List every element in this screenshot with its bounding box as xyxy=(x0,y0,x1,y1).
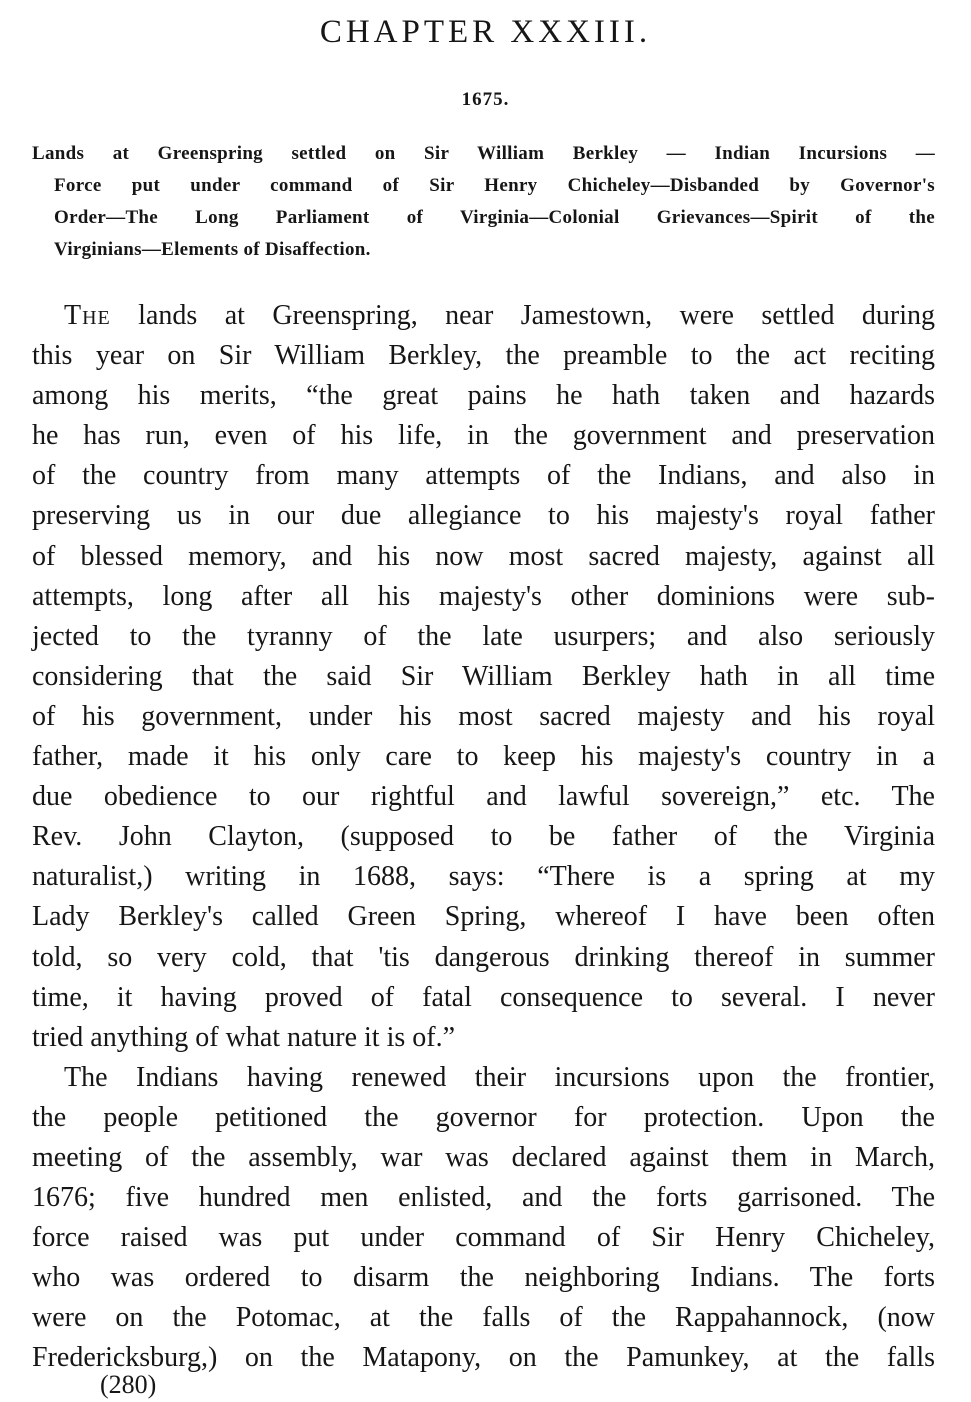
paragraph-1-line: preserving us in our due allegiance to his majesty's royal father xyxy=(32,500,935,532)
paragraph-2-line: force raised was put under command of Sir Henry Chicheley, xyxy=(32,1222,935,1254)
chapter-synopsis xyxy=(32,138,935,266)
paragraph-1-line: Rev. John Clayton, (supposed to be father of the Virginia xyxy=(32,821,935,853)
lead-word: The xyxy=(64,300,111,331)
paragraph-1-line: of his government, under his most sacred majesty and his royal xyxy=(32,700,935,732)
paragraph-1-line xyxy=(32,296,935,336)
paragraph-1-line: considering that the said Sir William Berkley hath in all time xyxy=(32,660,935,692)
synopsis-line: Virginians—Elements of Disaffection. xyxy=(54,239,371,260)
line-text: lands at Greenspring, near Jamestown, were settled during xyxy=(110,300,935,331)
paragraph-1-line: father, made it his only care to keep his majesty's country in a xyxy=(32,741,935,773)
synopsis-line: Force put under command of Sir Henry Chicheley—Disbanded by Governor's xyxy=(54,175,935,196)
paragraph-1-line: tried anything of what nature it is of.” xyxy=(32,1021,455,1053)
paragraph-1-line: told, so very cold, that 'tis dangerous drinking thereof in summer xyxy=(32,941,935,973)
body-text xyxy=(32,296,935,1379)
paragraph-1-line: of blessed memory, and his now most sacred majesty, against all xyxy=(32,540,935,572)
synopsis-line: Order—The Long Parliament of Virginia—Colonial Grievances—Spirit of the xyxy=(54,207,935,228)
paragraph-2-line: The Indians having renewed their incursions upon the frontier, xyxy=(64,1061,935,1093)
paragraph-1-line: attempts, long after all his majesty's other dominions were sub- xyxy=(32,580,935,612)
paragraph-1-line: jected to the tyranny of the late usurpers; and also seriously xyxy=(32,620,935,652)
paragraph-1-line: he has run, even of his life, in the government and preservation xyxy=(32,420,935,452)
paragraph-1-line: due obedience to our rightful and lawful sovereign,” etc. The xyxy=(32,781,935,813)
chapter-year: 1675. xyxy=(461,89,510,110)
synopsis-line: Lands at Greenspring settled on Sir William Berkley — Indian Incursions — xyxy=(32,143,935,164)
paragraph-1-line: naturalist,) writing in 1688, says: “There is a spring at my xyxy=(32,861,935,893)
paragraph-2-line: meeting of the assembly, war was declared against them in March, xyxy=(32,1141,935,1173)
paragraph-1-line: this year on Sir William Berkley, the preamble to the act reciting xyxy=(32,340,935,372)
paragraph-2-line: the people petitioned the governor for protection. Upon the xyxy=(32,1101,935,1133)
chapter-title: CHAPTER XXXIII. xyxy=(319,14,652,50)
page-number: (280) xyxy=(100,1370,157,1399)
paragraph-2-line: Fredericksburg,) on the Matapony, on the Pamunkey, at the falls xyxy=(32,1342,935,1374)
paragraph-2-line: were on the Potomac, at the falls of the Rappahannock, (now xyxy=(32,1302,935,1334)
paragraph-2-line: who was ordered to disarm the neighboring Indians. The forts xyxy=(32,1262,935,1294)
paragraph-1-line: of the country from many attempts of the Indians, and also in xyxy=(32,460,935,492)
paragraph-1-line: time, it having proved of fatal consequence to several. I never xyxy=(32,981,935,1013)
paragraph-2-line: 1676; five hundred men enlisted, and the forts garrisoned. The xyxy=(32,1182,935,1214)
paragraph-1-line: Lady Berkley's called Green Spring, whereof I have been often xyxy=(32,901,935,933)
paragraph-1-line: among his merits, “the great pains he hath taken and hazards xyxy=(32,380,935,412)
